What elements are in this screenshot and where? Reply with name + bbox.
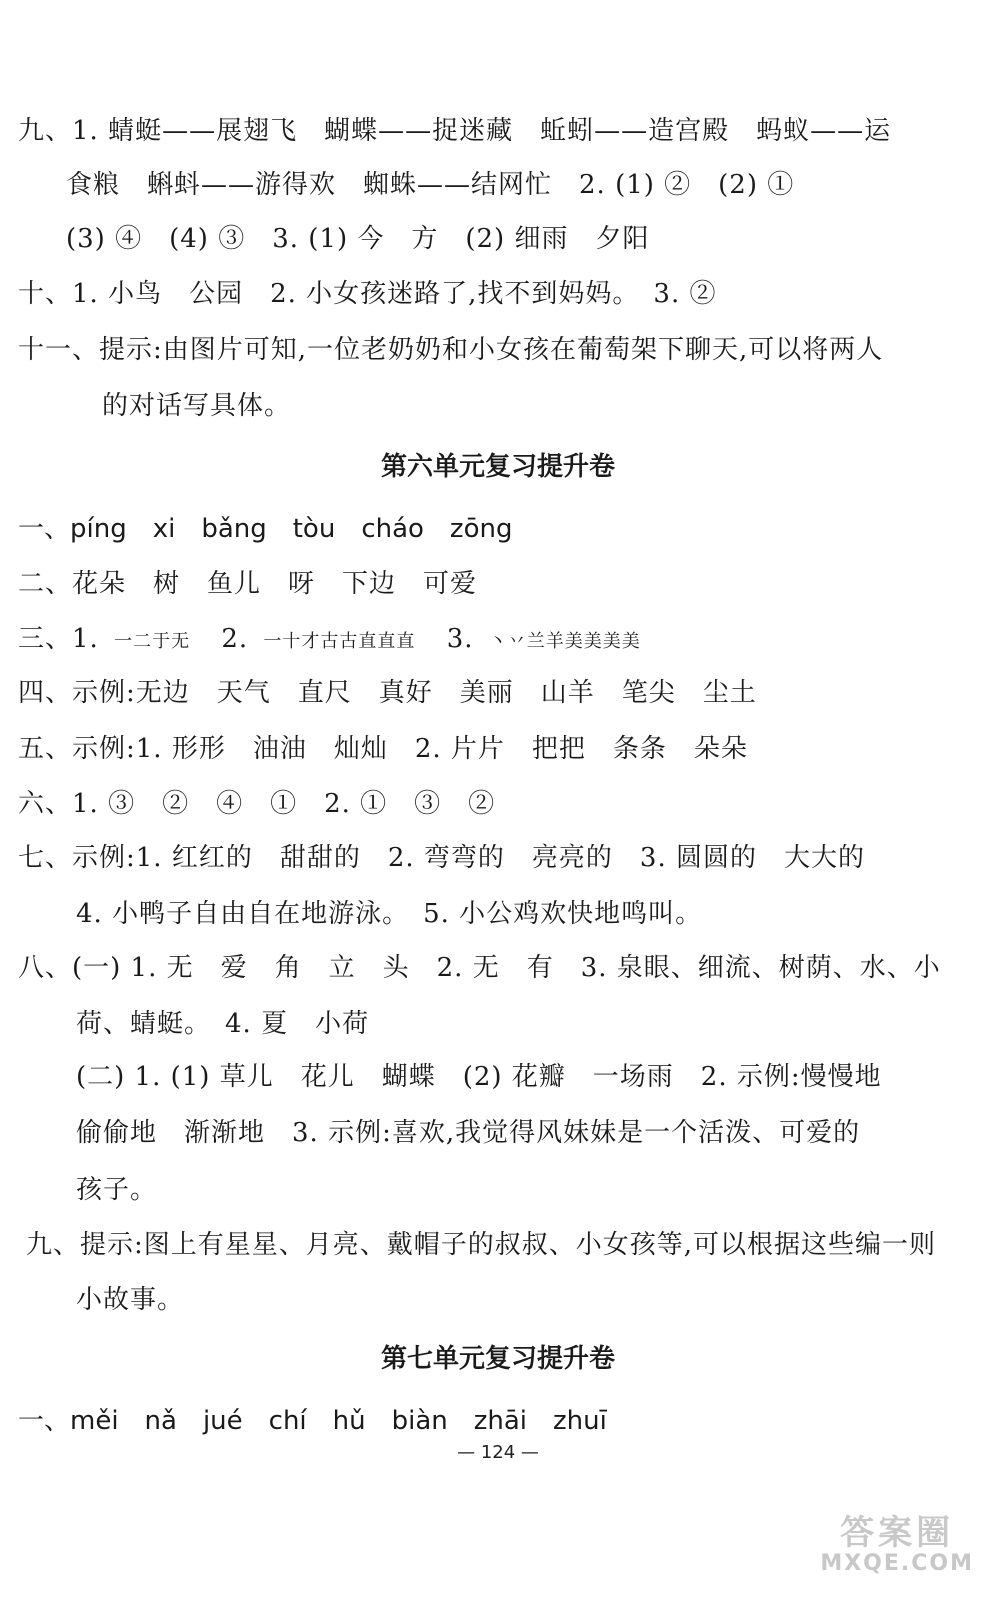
section-heading-unit-7: 第七单元复习提升卷 [380, 1344, 615, 1374]
answer-line-u6-7-2: 4. 小鸭子自由自在地游泳。 5. 小公鸡欢快地鸣叫。 [76, 899, 703, 929]
answer-line-u6-2: 二、花朵 树 鱼儿 呀 下边 可爱 [18, 569, 478, 599]
answer-line-u6-5: 五、示例:1. 形形 油油 灿灿 2. 片片 把把 条条 朵朵 [18, 734, 748, 764]
answer-line-11-2: 的对话写具体。 [102, 391, 292, 421]
answer-line-u7-1: 一、měi nǎ jué chí hǔ biàn zhāi zhuī [18, 1406, 607, 1436]
answer-line-u6-1: 一、píng xi bǎng tòu cháo zōng [18, 514, 513, 544]
answer-line-u6-3 [18, 624, 641, 657]
answer-line-11-1: 十一、提示:由图片可知,一位老奶奶和小女孩在葡萄架下聊天,可以将两人 [18, 335, 884, 365]
item-3-3-label: 3. [446, 624, 474, 654]
answer-line-u6-9-1: 九、提示:图上有星星、月亮、戴帽子的叔叔、小女孩等,可以根据这些编一则 [26, 1230, 937, 1260]
answer-line-10: 十、1. 小鸟 公园 2. 小女孩迷路了,找不到妈妈。 3. ② [18, 279, 717, 309]
answer-line-9-3: (3) ④ (4) ③ 3. (1) 今 方 (2) 细雨 夕阳 [66, 224, 650, 254]
answer-line-u6-8-5: 孩子。 [76, 1175, 158, 1205]
watermark-text-top: 答案圈 [840, 1513, 955, 1553]
page-number: — 124 — [457, 1442, 539, 1463]
answer-line-9-2: 食粮 蝌蚪——游得欢 蜘蛛——结网忙 2. (1) ② (2) ① [66, 170, 795, 200]
answer-line-u6-8-1: 八、(一) 1. 无 爱 角 立 头 2. 无 有 3. 泉眼、细流、树荫、水、小 [18, 953, 941, 983]
answer-line-u6-4: 四、示例:无边 天气 直尺 真好 美丽 山羊 笔尖 尘土 [18, 678, 757, 708]
answer-line-u6-8-3: (二) 1. (1) 草儿 花儿 蝴蝶 (2) 花瓣 一场雨 2. 示例:慢慢地 [76, 1062, 882, 1092]
answer-line-u6-7-1: 七、示例:1. 红红的 甜甜的 2. 弯弯的 亮亮的 3. 圆圆的 大大的 [18, 843, 865, 873]
answer-line-u6-6: 六、1. ③ ② ④ ① 2. ① ③ ② [18, 789, 496, 819]
section-heading-unit-6: 第六单元复习提升卷 [380, 452, 615, 482]
answer-line-u6-9-2: 小故事。 [76, 1285, 185, 1315]
watermark-text-bottom: MXQE.COM [820, 1551, 974, 1576]
stroke-order-2: 一十才古古直直直 [263, 631, 416, 652]
item-3-2-label: 2. [221, 624, 249, 654]
answer-line-u6-8-2: 荷、蜻蜓。 4. 夏 小荷 [76, 1009, 370, 1039]
stroke-order-1: 一二于无 [114, 631, 191, 652]
stroke-order-3: 丶丷兰羊美美美美 [488, 631, 641, 652]
answer-line-9-1: 九、1. 蜻蜓——展翅飞 蝴蝶——捉迷藏 蚯蚓——造宫殿 蚂蚁——运 [18, 116, 892, 146]
watermark-logo [820, 1515, 974, 1577]
answer-line-u6-8-4: 偷偷地 渐渐地 3. 示例:喜欢,我觉得风妹妹是一个活泼、可爱的 [76, 1118, 861, 1148]
item-3-prefix: 三、1. [18, 624, 99, 654]
